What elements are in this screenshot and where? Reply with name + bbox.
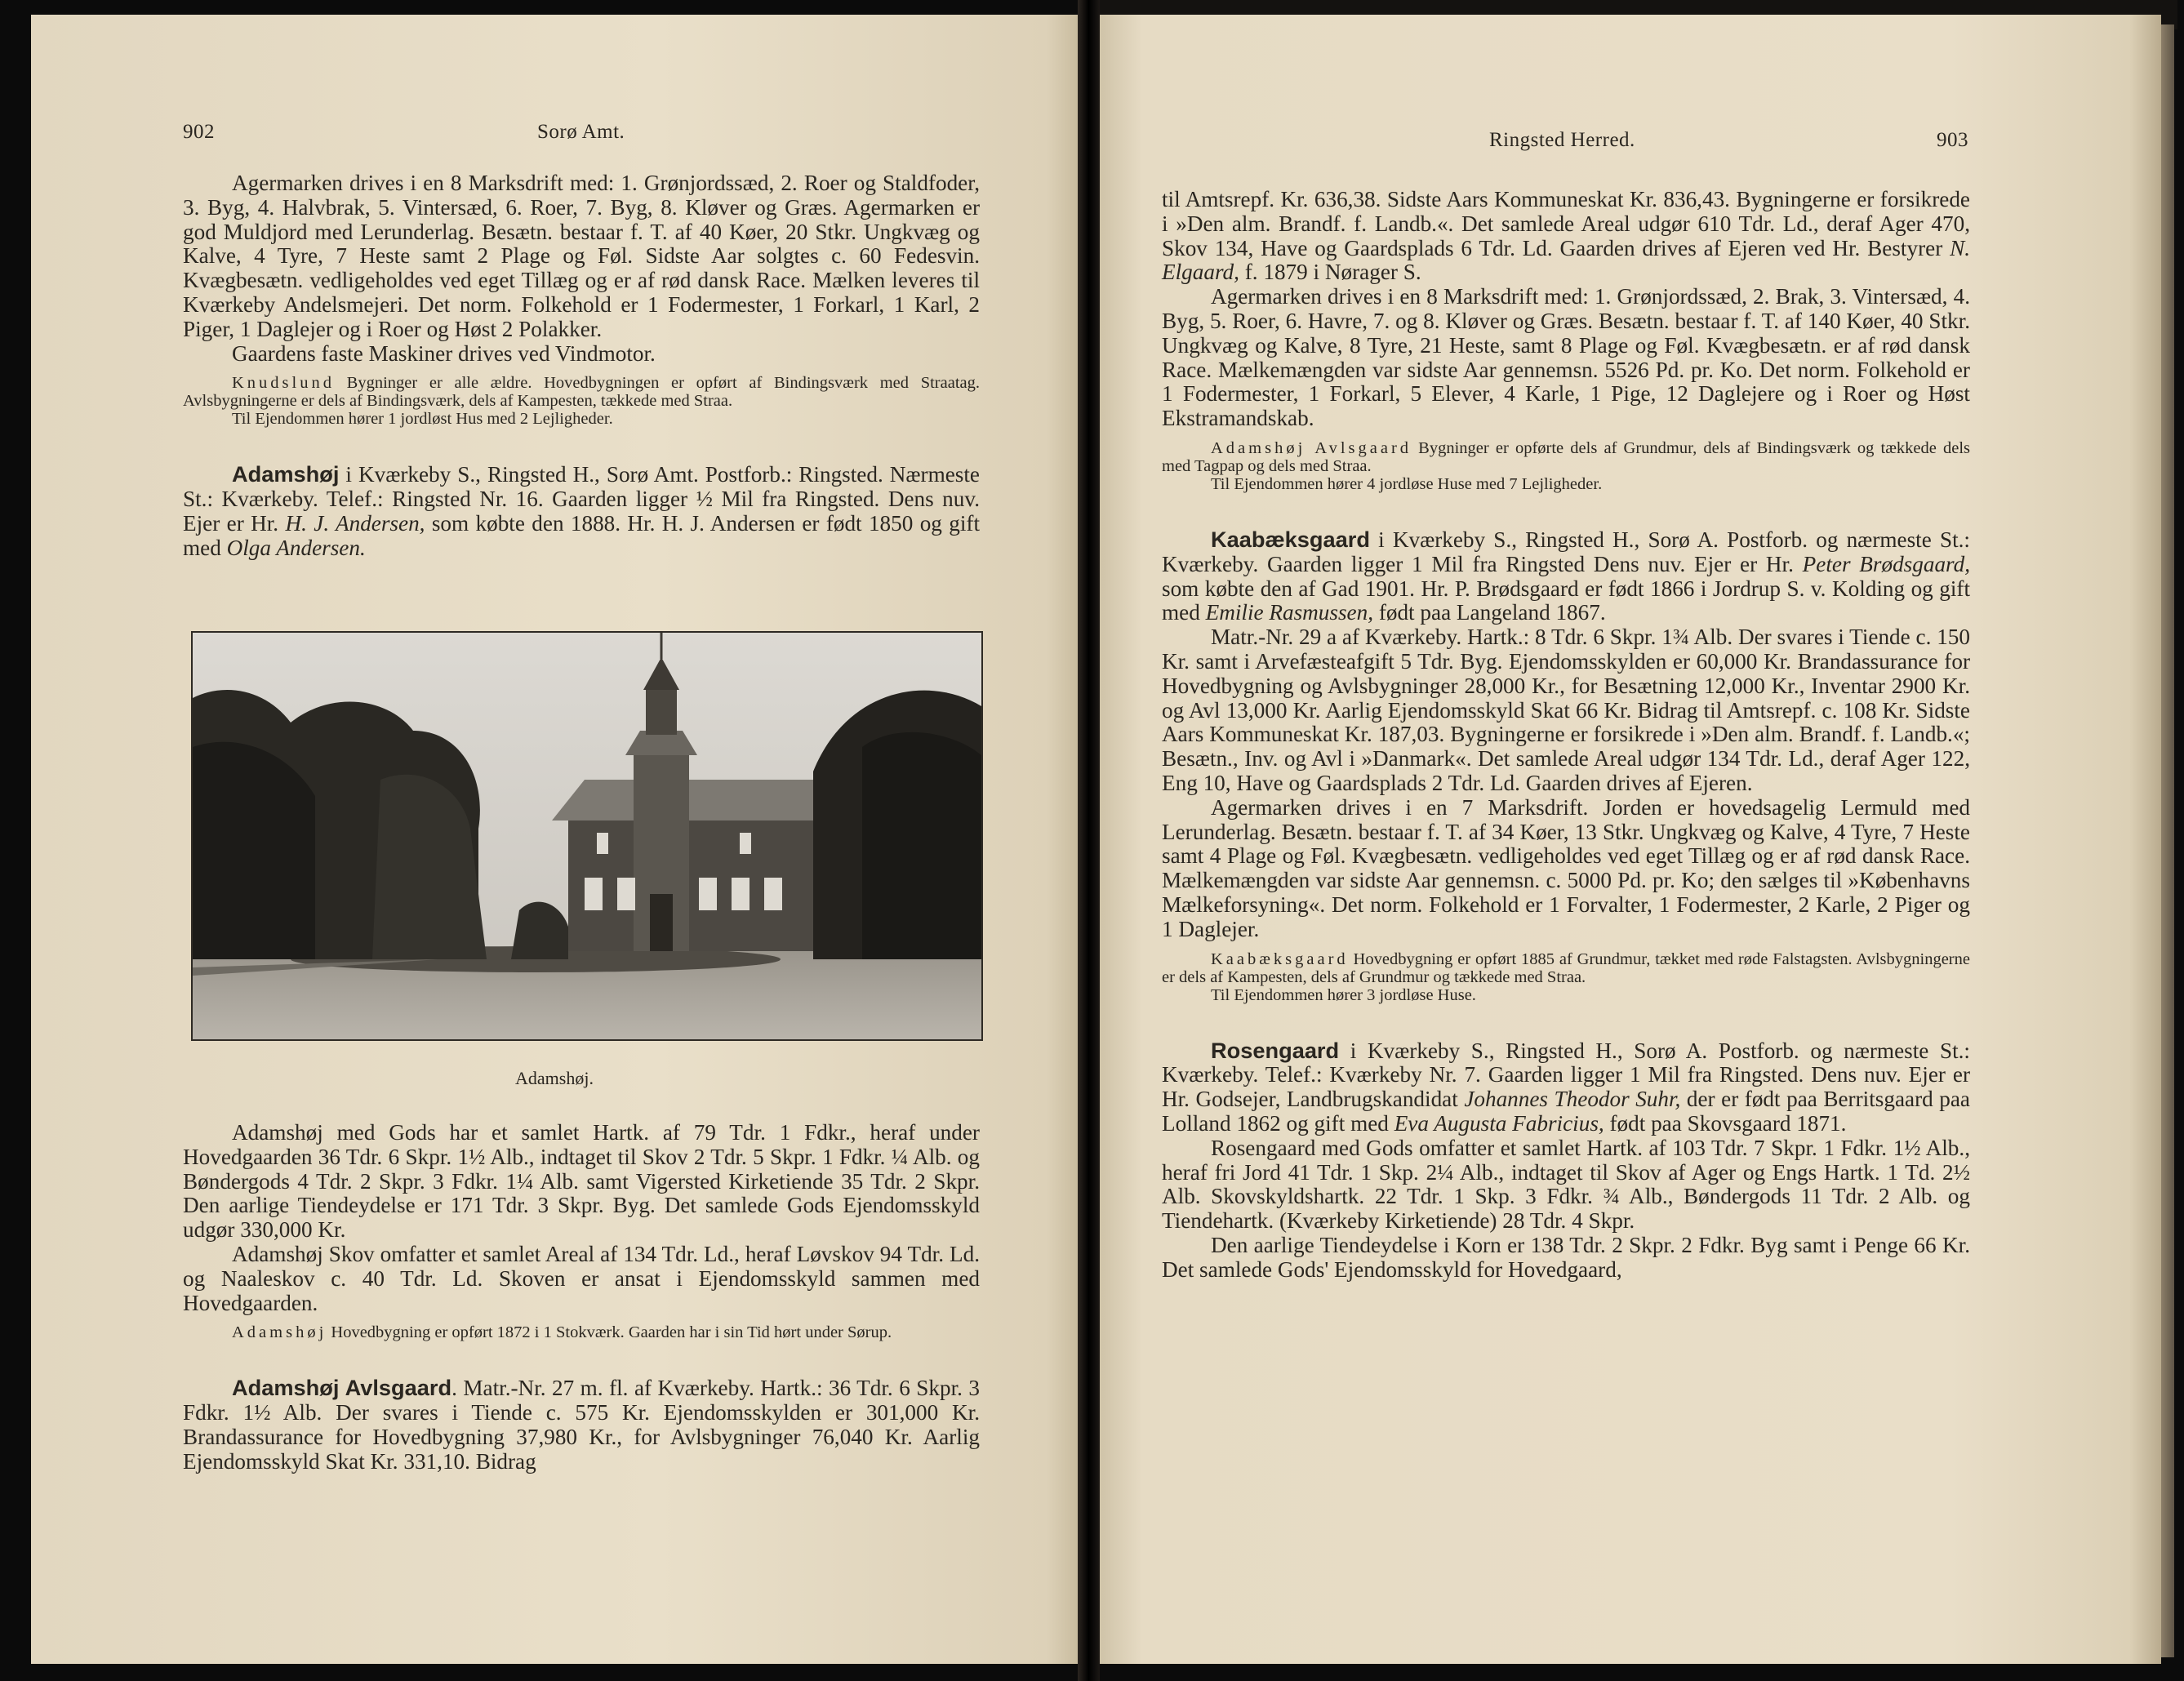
paragraph: Agermarken drives i en 8 Marksdrift med: 1. Grønjordssæd, 2. Brak, 3. Vintersæd, 4. Byg, 5. Roer, 6. Havre, 7. og 8. Kløver og Græs. Besætn. bestaar f. T. af 140 Køer, 40 Stkr. Ungkvæg og Kalve, 8 Tyre, 21 Heste, samt 8 Plage og Føl. Kvægbesætn. er af rød dansk Race. Mælkemængden var sidste Aar gennemsn. 5526 Pd. pr. Ko. Det norm. Folkehold er 1 Fodermester, 1 Forkarl, 5 Elever, 4 Karle, 1 Pige, 12 Daglejere og i Roer og Høst Ekstramandskab. [1162, 284, 1970, 431]
paragraph-text: f. 1879 i Nørager S. [1239, 260, 1421, 285]
entry-kaabaeksgaard [1162, 527, 1970, 625]
entry-rosengaard [1162, 1038, 1970, 1136]
small-note [183, 374, 980, 428]
manor-photo-illustration [193, 633, 981, 1039]
wife-name: Olga Andersen. [226, 535, 366, 560]
note-name: Adamshøj Avlsgaard [1211, 438, 1412, 457]
page-header-title: Sorø Amt. [537, 121, 625, 143]
entry-heading: Adamshøj [232, 461, 340, 487]
left-column-bottom [183, 1121, 980, 1474]
adamshoj-photograph [191, 631, 983, 1041]
owner-name: Johannes Theodor Suhr, [1464, 1087, 1681, 1112]
entry-text: i Kværkeby S., Ringsted H., Sorø A. Postforb. og nærmeste St.: Kværkeby. Gaarden ligger 1 Mil fra Ringsted Dens nuv. Ejer er Hr. [1162, 527, 1970, 576]
small-note [1162, 950, 1970, 1004]
page-number: 902 [183, 121, 215, 143]
paragraph: Den aarlige Tiendeydelse i Korn er 138 Tdr. 2 Skpr. 2 Fdkr. Byg samt i Penge 66 Kr. Det samlede Gods' Ejendomsskyld for Hovedgaard, [1162, 1232, 1970, 1282]
note-text: Bygninger er alle ældre. Hovedbygningen er opført af Bindingsværk med Straatag. Avlsbygningerne er dels af Bindingsværk, dels af Kampesten, tækkede med Straa. [183, 374, 980, 411]
page-edge [2161, 24, 2174, 1657]
owner-name: H. J. Andersen, [285, 510, 425, 536]
entry-heading: Adamshøj Avlsgaard [232, 1375, 452, 1401]
wife-name: Emilie Rasmussen, [1205, 600, 1374, 625]
owner-name: Peter Brødsgaard, [1802, 551, 1971, 576]
page-number: 903 [1937, 129, 1968, 151]
right-page [1100, 15, 2161, 1664]
paragraph: Agermarken drives i en 8 Marksdrift med: 1. Grønjordssæd, 2. Roer og Staldfoder, 3. Byg, 4. Halvbrak, 5. Vintersæd, 6. Roer, 7. Byg, 8. Kløver og Græs. Agermarken er god Muldjord med Lerunderlag. Besætn. bestaar f. T. af 40 Køer, 20 Stkr. Ungkvæg og Kalve, 4 Tyre, 7 Heste samt 2 Plage og Føl. Sidste Aar solgtes c. 60 Fedesvin. Kvægbesætn. vedligeholdes ved eget Tillæg og er af rød dansk Race. Mælken leveres til Kværkeby Andelsmejeri. Det norm. Folkehold er 1 Fodermester, 1 Forkarl, 1 Karl, 2 Piger, 1 Daglejer og i Roer og Høst 2 Polakker. [183, 171, 980, 341]
entry-text: som købte den af Gad 1901. Hr. P. Brødsgaard er født 1866 i Jordrup S. v. Kolding og gift med [1162, 576, 1970, 625]
paragraph: Adamshøj Skov omfatter et samlet Areal af 134 Tdr. Ld., heraf Løvskov 94 Tdr. Ld. og Naaleskov c. 40 Tdr. Ld. Skoven er ansat i Ejendomsskyld sammen med Hovedgaarden. [183, 1241, 980, 1315]
note-text: Til Ejendommen hører 4 jordløse Huse med 7 Lejligheder. [1211, 474, 1603, 493]
note-name: Knudslund [232, 374, 335, 393]
paragraph: Gaardens faste Maskiner drives ved Vindmotor. [232, 340, 656, 366]
entry-text: . Matr.-Nr. 27 m. fl. af Kværkeby. Hartk.: 36 Tdr. 6 Skpr. 3 Fdkr. 1½ Alb. Der svares i Tiende c. 575 Kr. Ejendomsskylden er 301,000 Kr. Brandassurance for Hovedbygning 37,980 Kr., for Avlsbygninger 76,040 Kr. Aarlig Ejendomsskyld Skat Kr. 331,10. Bidrag [183, 1376, 980, 1474]
left-column-top [183, 171, 980, 561]
paragraph-text: til Amtsrepf. Kr. 636,38. Sidste Aars Kommuneskat Kr. 836,43. Bygningerne er forsikrede i »Den alm. Brandf. f. Landb.«. Det samlede Areal udgør 610 Tdr. Ld., deraf Ager 470, Skov 134, Have og Gaardsplads 6 Tdr. Ld. Gaarden drives af Ejeren ved Hr. Bestyrer [1162, 187, 1970, 260]
paragraph: Adamshøj med Gods har et samlet Hartk. af 79 Tdr. 1 Fdkr., heraf under Hovedgaarden 36 Tdr. 6 Skpr. 1½ Alb., indtaget til Skov 2 Tdr. 5 Skpr. 1 Fdkr. ¼ Alb. og Bøndergods 4 Tdr. 2 Skpr. 3 Fdkr. 1¼ Alb. samt Vigersted Kirketiende 35 Tdr. 2 Skpr. Den aarlige Tiendeydelse er 171 Tdr. 3 Skpr. Byg. Det samlede Gods Ejendomsskyld udgør 330,000 Kr. [183, 1120, 980, 1243]
photo-caption: Adamshøj. [515, 1068, 594, 1088]
entry-heading: Kaabæksgaard [1211, 526, 1370, 552]
entry-text: i Kværkeby S., Ringsted H., Sorø A. Postforb. og nærmeste St.: Kværkeby. Telef.: Kværkeby Nr. 7. Gaarden ligger 1 Mil fra Ringsted. Dens nuv. Ejer er Hr. Godsejer, Landbrugskandidat [1162, 1038, 1970, 1112]
note-text: Hovedbygning er opført 1885 af Grundmur, tækket med røde Falstagsten. Avlsbygningerne er dels af Kampesten, dels af Grundmur og tækkede med Straa. [1162, 949, 1970, 986]
book-gutter [1078, 0, 1100, 1681]
paragraph [1162, 188, 1970, 285]
entry-text: født paa Skovsgaard 1871. [1604, 1110, 1847, 1136]
entry-heading: Rosengaard [1211, 1037, 1340, 1063]
right-column [1162, 188, 1970, 1282]
entry-adamshoj [183, 462, 980, 560]
entry-text: som købte den 1888. Hr. H. J. Andersen er født 1850 og gift med [183, 510, 981, 560]
small-note [1162, 439, 1970, 493]
entry-text: i Kværkeby S., Ringsted H., Sorø Amt. Postforb.: Ringsted. Nærmeste St.: Kværkeby. Telef.: Ringsted Nr. 16. Gaarden ligger ½ Mil fra Ringsted. Dens nuv. Ejer er Hr. [183, 462, 980, 536]
note-text: Bygninger er opførte dels af Grundmur, dels af Bindingsværk og tækkede dels med Tagpap og dels med Straa. [1162, 438, 1971, 475]
note-name: Adamshøj [232, 1323, 327, 1342]
paragraph: Agermarken drives i en 7 Marksdrift. Jorden er hovedsagelig Lermuld med Lerunderlag. Besætn. bestaar f. T. af 34 Køer, 13 Stkr. Ungkvæg og Kalve, 4 Tyre, 7 Heste samt 4 Plage og Føl. Kvægbesætn. vedligeholdes ved eget Tillæg og er af rød dansk Race. Mælkemængden var sidste Aar gennemsn. c. 5000 Pd. pr. Ko; den sælges til »Københavns Mælkeforsyning«. Det norm. Folkehold er 1 Forvalter, 1 Fodermester, 2 Karle, 2 Piger og 1 Daglejer. [1162, 794, 1970, 941]
page-header-title: Ringsted Herred. [1489, 129, 1635, 151]
bestyrer-name: N. Elgaard, [1162, 235, 1970, 285]
wife-name: Eva Augusta Fabricius, [1394, 1110, 1604, 1136]
entry-text: født paa Langeland 1867. [1373, 600, 1606, 625]
note-name: Kaabæksgaard [1211, 949, 1349, 968]
entry-text: der er født paa Berritsgaard paa Lolland 1862 og gift med [1162, 1087, 1970, 1136]
note-text: Til Ejendommen hører 3 jordløse Huse. [1211, 985, 1476, 1004]
paragraph: Matr.-Nr. 29 a af Kværkeby. Hartk.: 8 Tdr. 6 Skpr. 1¾ Alb. Der svares i Tiende c. 150 Kr. samt i Arvefæsteafgift 5 Tdr. Byg. Ejendomsskylden er 60,000 Kr. Brandassurance for Hovedbygning og Avlsbygninger 28,000 Kr., for Besætning 12,000 Kr., Inventar 2900 Kr. og Avl 13,000 Kr. Aarlig Ejendomsskyld Skat 66 Kr. Bidrag til Amtsrepf. c. 108 Kr. Sidste Aars Kommuneskat Kr. 187,03. Bygningerne er forsikrede i »Den alm. Brandf. f. Landb.«; Besætn., Inv. og Avl i »Danmark«. Det samlede Areal udgør 134 Tdr. Ld., deraf Ager 122, Eng 10, Have og Gaardsplads 2 Tdr. Ld. Gaarden drives af Ejeren. [1162, 625, 1970, 795]
entry-adamshoj-avlsgaard [183, 1376, 980, 1474]
left-page [31, 15, 1078, 1664]
small-note [183, 1323, 980, 1341]
note-text: Hovedbygning er opført 1872 i 1 Stokværk. Gaarden har i sin Tid hørt under Sørup. [327, 1323, 892, 1342]
paragraph: Rosengaard med Gods omfatter et samlet Hartk. af 103 Tdr. 7 Skpr. 1 Fdkr. 1½ Alb., heraf fri Jord 41 Tdr. 1 Skp. 2¼ Alb., indtaget til Skov af Ager og Engs Hartk. 1 Td. 2½ Alb. Skovskyldshartk. 22 Tdr. 1 Skp. 3 Fdkr. ¾ Alb., Bøndergods 11 Tdr. 2 Alb. og Tiendehartk. (Kværkeby Kirketiende) 28 Tdr. 4 Skpr. [1162, 1135, 1970, 1234]
note-text: Til Ejendommen hører 1 jordløst Hus med 2 Lejligheder. [232, 410, 613, 429]
